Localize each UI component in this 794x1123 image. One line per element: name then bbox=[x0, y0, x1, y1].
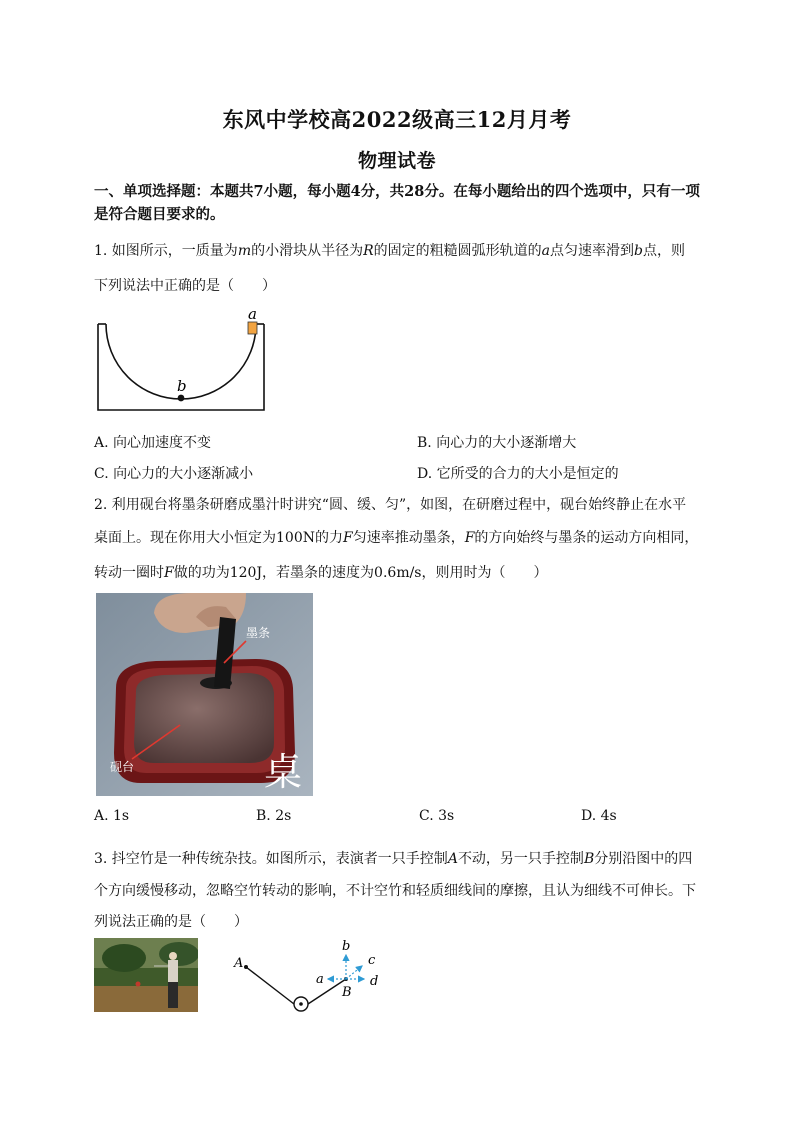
q2-inkstone-photo bbox=[96, 593, 313, 796]
q1-track-figure bbox=[94, 306, 270, 416]
q1-stem-line2: 下列说法中正确的是（ ） bbox=[94, 278, 276, 294]
point-A bbox=[244, 965, 248, 969]
label-d-dir: d bbox=[370, 974, 379, 989]
q2-option-d[interactable]: D. 4s bbox=[581, 808, 617, 824]
var-a: a bbox=[541, 243, 550, 259]
q1-option-d[interactable]: D. 它所受的合力的大小是恒定的 bbox=[417, 466, 619, 482]
q1-option-c[interactable]: C. 向心力的大小逐渐减小 bbox=[94, 466, 254, 482]
section-heading: 一、单项选择题：本题共7小题，每小题4分，共28分。在每小题给出的四个选项中，只有一项是符合题目要求的。 bbox=[94, 183, 700, 223]
q2-stem-line2: 桌面上。现在你用大小恒定为100N的力F匀速率推动墨条，F的方向始终与墨条的运动方向相同， bbox=[94, 530, 699, 546]
label-A: A bbox=[234, 956, 244, 971]
label-ink-stick: 墨条 bbox=[246, 626, 271, 640]
var-B: B bbox=[583, 851, 595, 867]
q2-option-b[interactable]: B. 2s bbox=[256, 808, 292, 824]
q3-diddle-diagram bbox=[228, 938, 388, 1014]
q3-performer-photo bbox=[94, 938, 198, 1012]
q2-option-a[interactable]: A. 1s bbox=[94, 808, 130, 824]
var-F: F bbox=[342, 530, 353, 546]
label-c-dir: c bbox=[368, 953, 376, 968]
var-A: A bbox=[447, 851, 458, 867]
q1-stem-line1: 1. 如图所示，一质量为m的小滑块从半径为R的固定的粗糙圆弧形轨道的a点匀速率滑到b点，则 bbox=[94, 243, 685, 259]
exam-title: 东风中学校高2022级高三12月月考 bbox=[222, 107, 572, 132]
q2-stem-line1: 2. 利用砚台将墨条研磨成墨汁时讲究“圆、缓、匀”，如图，在研磨过程中，砚台始终静止在水平 bbox=[94, 497, 687, 513]
q3-stem-line2: 个方向缓慢移动，忽略空竹转动的影响，不计空竹和轻质细线间的摩擦，且认为细线不可伸长。下 bbox=[94, 883, 696, 899]
label-inkstone: 砚台 bbox=[110, 760, 135, 774]
arrow-c bbox=[346, 966, 362, 979]
var-R: R bbox=[363, 243, 374, 259]
var-m: m bbox=[237, 243, 252, 259]
q2-stem-line3: 转动一圈时F做的功为120J，若墨条的速度为0.6m/s，则用时为（ ） bbox=[94, 565, 548, 581]
q2-option-c[interactable]: C. 3s bbox=[419, 808, 455, 824]
q3-stem-line3: 列说法正确的是（ ） bbox=[94, 914, 248, 930]
exam-subtitle: 物理试卷 bbox=[357, 150, 436, 172]
q1-option-b[interactable]: B. 向心力的大小逐渐增大 bbox=[417, 435, 577, 451]
point-b-dot bbox=[178, 395, 185, 402]
label-a-dir: a bbox=[316, 972, 324, 987]
slider-block bbox=[248, 322, 257, 334]
q1-option-a[interactable]: A. 向心加速度不变 bbox=[94, 435, 212, 451]
label-table: 桌 bbox=[264, 750, 303, 794]
var-b: b bbox=[634, 243, 643, 259]
label-a: a bbox=[248, 306, 257, 323]
label-b: b bbox=[177, 377, 187, 395]
q3-stem-line1: 3. 抖空竹是一种传统杂技。如图所示，表演者一只手控制A不动，另一只手控制B分别沿图中的四 bbox=[94, 851, 693, 867]
label-b-dir: b bbox=[342, 939, 351, 954]
label-B: B bbox=[342, 985, 352, 1000]
